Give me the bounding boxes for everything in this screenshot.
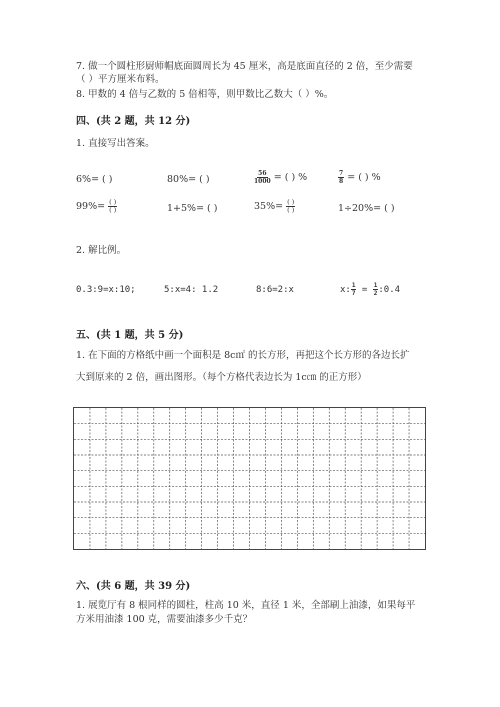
section6-q1-line1: 1. 展览厅有 8 根同样的圆柱，柱高 10 米，直径 1 米，全部刷上油漆，如果每平 <box>76 600 416 611</box>
fraction: $\frac{( )}{( )}$ <box>287 198 295 214</box>
section5-q1-line1: 1. 在下面的方格纸中画一个面积是 8c㎡ 的长方形，再把这个长方形的各边长扩 <box>76 350 410 361</box>
q8-text: 8. 甲数的 4 倍与乙数的 5 倍相等，则甲数比乙数大（ ）%。 <box>76 89 334 100</box>
calc-2d: 1÷20%= ( ) <box>338 203 395 214</box>
calc-1a: 6%= ( ) <box>76 174 113 185</box>
fraction: $\frac{7}{8}$ <box>339 170 344 185</box>
calc-1c: $\frac{56}{1000}$ = ( ) % <box>254 170 308 185</box>
calc-2c: 35%= $\frac{( )}{( )}$ <box>254 198 295 214</box>
fraction: $\frac{( )}{( )}$ <box>109 198 117 214</box>
calc-2b: 1+5%= ( ) <box>167 203 218 214</box>
section4-heading: 四、(共 2 题，共 12 分) <box>76 116 191 127</box>
calc-2a: 99%= $\frac{( )}{( )}$ <box>76 198 117 214</box>
fraction: $\frac{1}{7}$ <box>351 282 356 297</box>
fraction: $\frac{56}{1000}$ <box>254 170 271 185</box>
calc-1d: $\frac{7}{8}$ = ( ) % <box>339 170 381 185</box>
proportion-c: 8:6=2:x <box>256 285 294 295</box>
proportion-a: 0.3:9=x:10; <box>76 285 136 295</box>
calc-1b: 80%= ( ) <box>167 174 210 185</box>
section4-q1-title: 1. 直接写出答案。 <box>76 138 155 149</box>
section5-q1-line2: 大到原来的 2 倍，画出图形。（每个方格代表边长为 1c㎝ 的正方形） <box>76 372 367 383</box>
q7-line1: 7. 做一个圆柱形厨师帽底面圆周长为 45 厘米，高是底面直径的 2 倍，至少需要 <box>76 61 413 72</box>
section5-heading: 五、(共 1 题，共 5 分) <box>76 330 184 341</box>
section6-heading: 六、(共 6 题，共 39 分) <box>76 581 191 592</box>
q7-line2: （ ）平方厘米布料。 <box>76 74 165 85</box>
proportion-d: x: $\frac{1}{7}$ = $\frac{1}{2}$ :0.4 <box>340 282 401 297</box>
grid-paper[interactable] <box>73 407 426 550</box>
fraction: $\frac{1}{2}$ <box>373 282 378 297</box>
section4-q2-title: 2. 解比例。 <box>76 245 127 256</box>
proportion-b: 5:x=4: 1.2 <box>164 285 219 295</box>
grid-lines <box>74 408 425 549</box>
section6-q1-line2: 方米用油漆 100 克，需要油漆多少千克？ <box>76 614 253 625</box>
